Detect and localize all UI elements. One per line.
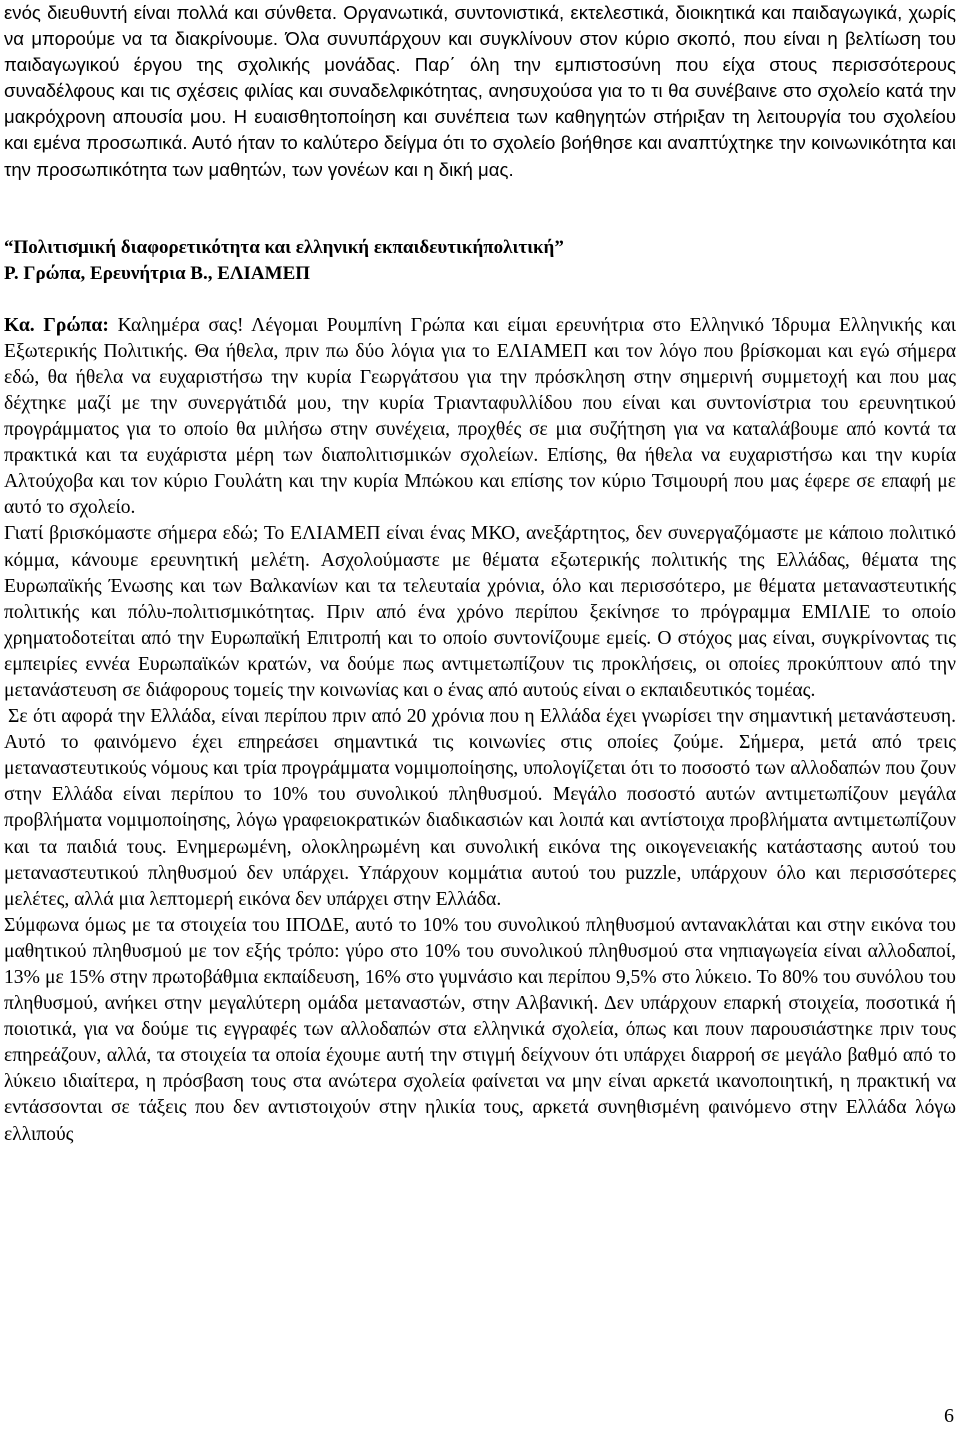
section-author: Ρ. Γρώπα, Ερευνήτρια Β., ΕΛΙΑΜΕΠ <box>4 262 311 284</box>
paragraph-1-text: Καλημέρα σας! Λέγομαι Ρουμπίνη Γρώπα και είμαι ερευνήτρια στο Ελληνικό Ίδρυμα Ελληνικής και Εξωτερικής Πολιτικής. Θα ήθελα, πριν πω δύο λόγια για το ΕΛΙΑΜΕΠ και τον λόγο που βρίσκομαι και εγώ σήμερα εδώ, θα ήθελα να ευχαριστήσω την κυρία Γεωργάτσου για την πρόσκληση στην σημερινή συμμετοχή και που μας δέχτηκε μαζί με την συνεργάτιδά μου, την κυρία Τριανταφυλλίδου που είναι και συντονίστρια του ερευνητικού προγράμματος για το οποίο θα μιλήσω στην συνέχεια, προχθές σε μια συζήτηση για να καταλάβουμε από κοντά τα πρακτικά και τα ευχάριστα μέρη των διαπολιτισμικών σχολείων. Επίσης, θα ήθελα να ευχαριστήσω και την κυρία Αλτούχοβα και τον κύριο Γουλάτη και την κυρία Μπώκου και επίσης τον κύριο Τσιμουρή που μας έφερε σε επαφή με αυτό το σχολείο. <box>4 314 957 519</box>
speaker-colon: : <box>102 314 109 336</box>
intro-paragraph: ενός διευθυντή είναι πολλά και σύνθετα. Οργανωτικά, συντονιστικά, εκτελεστικά, διοικητικά και παιδαγωγικά, χωρίς να μπορούμε να τα διακρίνουμε. Όλα συνυπάρχουν και συγκλίνουν στον κύριο σκοπό, που είναι η βελτίωση του παιδαγωγικού έργου της σχολικής μονάδας. Παρ΄ όλη την εμπιστοσύνη που είχα στους περισσότερους συναδέλφους και τις σχέσεις φιλίας και συναδελφικότητας, ανησυχούσα για το τι θα συνέβαινε στο σχολείο κατά την μακρόχρονη απουσία μου. Η ευαισθητοποίηση και συνέπεια των καθηγητών στήριξαν τη λειτουργία του σχολείου και εμένα προσωπικά. Αυτό ήταν το καλύτερο δείγμα ότι το σχολείο βοήθησε και αναπτύχτηκε την κοινωνικότητα και την προσωπικότητα των μαθητών, των γονέων και η δική μας. <box>4 2 956 180</box>
document-page <box>4 0 956 1148</box>
paragraph-2: Γιατί βρισκόμαστε σήμερα εδώ; Το ΕΛΙΑΜΕΠ είναι ένας ΜΚΟ, ανεξάρτητος, δεν συνεργαζόμαστε με κάποιο πολιτικό κόμμα, κάνουμε ερευνητική μελέτη. Ασχολούμαστε με θέματα εξωτερικής πολιτικής της Ελλάδας, θέματα της Ευρωπαϊκής Ένωσης και των Βαλκανίων και τα τελευταία χρόνια, όλο και περισσότερο, με θέματα μεταναστευτικής πολιτικής και πόλυ-πολιτισμικότητας. Πριν από ένα χρόνο περίπου ξεκίνησε το πρόγραμμα ΕΜΙΛΙΕ το οποίο χρηματοδοτείται από την Ευρωπαϊκή Επιτροπή και το οποίο συντονίζουμε εμείς. Ο στόχος μας είναι, συγκρίνοντας τις εμπειρίες εννέα Ευρωπαϊκών κρατών, να δούμε πως αντιμετωπίζουν τις προκλήσεις, οι οποίες προκύπτουν από την μετανάστευση σε διάφορους τομείς την κοινωνίας και ο ένας από αυτούς είναι ο εκπαιδευτικός τομέας. <box>4 523 956 701</box>
speaker-name: Κα. Γρώπα <box>4 314 103 336</box>
paragraph-4: Σύμφωνα όμως με τα στοιχεία του ΙΠΟΔΕ, αυτό το 10% του συνολικού πληθυσμού αντανακλάται και στην εικόνα του μαθητικού πληθυσμού με τον εξής τρόπο: γύρο στο 10% του συνολικού πληθυσμού στα νηπιαγωγεία είναι αλλοδαποί, 13% με 15% στην πρωτοβάθμια εκπαίδευση, 16% στο γυμνάσιο και περίπου 9,5% στο λύκειο. Το 80% του συνόλου του πληθυσμού, ανήκει στην μεγαλύτερη ομάδα μεταναστών, στην Αλβανική. Δεν υπάρχουν επαρκή στοιχεία, ποσοτικά ή ποιοτικά, για να δούμε τις εγγραφές των αλλοδαπών στα ελληνικά σχολεία, όπως και πουν παρουσιάστηκε πριν τους επηρεάζουν, αλλά, τα στοιχεία τα οποία έχουμε αυτή την στιγμή δείχνουν ότι υπάρχει διαρροή σε μεγάλο βαθμό από το λύκειο ιδιαίτερα, η πρόσβαση τους στα ανώτερα σχολεία φαίνεται να μην είναι αρκετά ικανοποιητική, η πρακτική να εντάσσονται σε τάξεις που δεν αντιστοιχούν στην ηλικία τους, αρκετά συνηθισμένη φαινόμενο στην Ελλάδα λόγω ελλιπούς <box>4 914 956 1145</box>
speaker-paragraph <box>4 313 956 522</box>
section-title: “Πολιτισμική διαφορετικότητα και ελληνική εκπαιδευτικήπολιτική” <box>4 236 564 258</box>
page-number: 6 <box>944 1405 954 1427</box>
paragraph-3: Σε ότι αφορά την Ελλάδα, είναι περίπου πριν από 20 χρόνια που η Ελλάδα έχει γνωρίσει την σημαντική μετανάστευση. Αυτό το φαινόμενο έχει επηρεάσει σημαντικά τις κοινωνίες στις οποίες ζούμε. Σήμερα, μετά από τρεις μεταναστευτικούς νόμους και τρία προγράμματα νομιμοποίησης, υπολογίζεται ότι το ποσοστό των αλλοδαπών που ζουν στην Ελλάδα είναι περίπου το 10% του συνολικού πληθυσμού. Μεγάλο ποσοστό αυτών αντιμετωπίζουν μεγάλα προβλήματα νομιμοποίησης, λόγω γραφειοκρατικών διαδικασιών και λοιπά και αντίστοιχα προβλήματα αντιμετωπίζουν και τα παιδιά τους. Ενημερωμένη, ολοκληρωμένη και συνολική εικόνα της οικογενειακής κατάστασης αυτού του μεταναστευτικού πληθυσμού δεν υπάρχει. Υπάρχουν κομμάτια αυτού του puzzle, υπάρχουν όλο και περισσότερες μελέτες, αλλά μια λεπτομερή εικόνα δεν υπάρχει στην Ελλάδα. <box>4 706 956 910</box>
speaker-label <box>4 315 109 336</box>
